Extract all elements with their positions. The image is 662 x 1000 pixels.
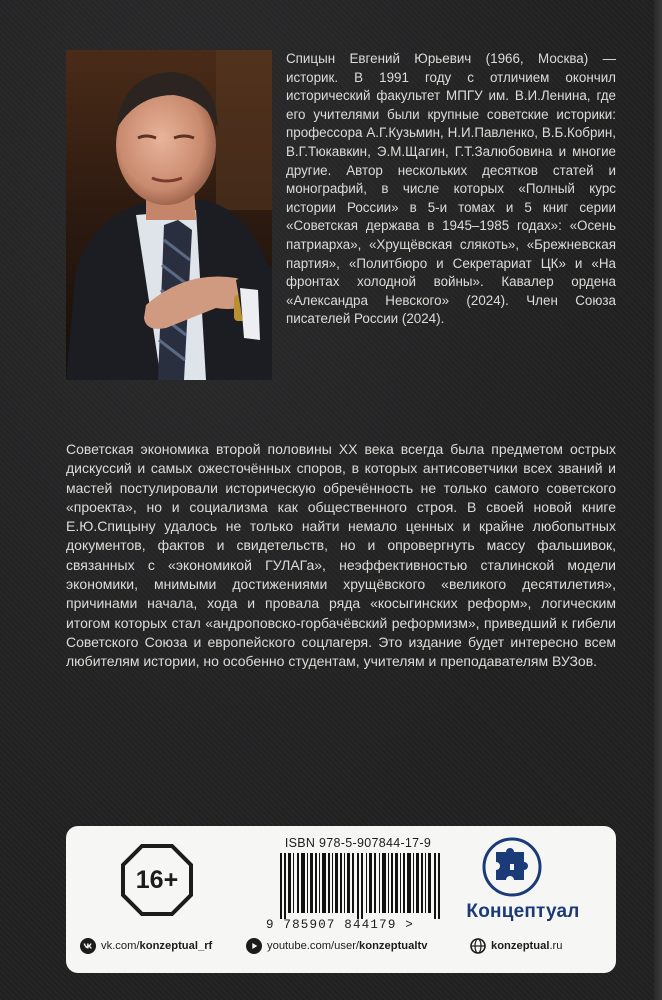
- author-bio: Спицын Евгений Юрьевич (1966, Москва) — историк. В 1991 году с отличием окончил исторический факультет МПГУ им. В.И.Ленина, где его учителями были крупные советские историки: профессора А.Г.Кузьмин, Н.И.Павленко, В.Б.Кобрин, В.Г.Тюкавкин, Э.М.Щагин, Г.Т.Залюбовина и многие другие. Автор нескольких десятков статей и монографий, в числе которых «Полный курс истории России» в 5-и томах и 5 книг серии «Советская держава в 1945–1985 годах»: «Осень патриарха», «Хрущёвская слякоть», «Брежневская партия», «Политбюро и Секретариат ЦК» и «На фронтах холодной войны». Кавалер ордена «Александра Невского» (2024). Член Союза писателей России (2024).: [286, 51, 616, 327]
- youtube-link-handle: konzeptualtv: [359, 940, 428, 952]
- barcode-digits: 9 785907 844179 >: [266, 918, 414, 932]
- spine-edge: [654, 0, 662, 1000]
- website-link-domain: konzeptual: [491, 940, 550, 952]
- youtube-icon: [246, 938, 262, 954]
- puzzle-globe-logo-icon: [474, 834, 550, 900]
- globe-icon: [470, 938, 486, 954]
- vk-icon: [80, 938, 96, 954]
- barcode: [280, 853, 440, 919]
- vk-link-handle: konzeptual_rf: [139, 940, 213, 952]
- website-link-suffix: .ru: [549, 940, 563, 952]
- publisher-name: Концептуал: [466, 901, 580, 922]
- age-rating-badge: [120, 843, 194, 917]
- youtube-link-prefix: youtube.com/user/: [267, 940, 360, 952]
- book-annotation: Советская экономика второй половины XX века всегда была предметом острых дискуссий и самых ожесточённых споров, в которых антисоветчики всех званий и мастей постулировали историческую обречённость не только самого советского «проекта», но и социализма как общественного строя. В своей новой книге Е.Ю.Спицыну удалось не только найти немало ценных и крайне любопытных документов, фактов и свидетельств, но и опровергнуть массу фальшивок, связанных с «экономикой ГУЛАГа», неэффективностью сталинской модели экономики, мнимыми достижениями хрущёвского «великого десятилетия», причинами начала, хода и провала ряда «косыгинских реформ», логическим итогом которых стал «андроповско-горбачёвский реформизм», приведший к гибели Советского Союза и европейского соцлагеря. Это издание будет интересно всем любителям истории, но особенно студентам, учителям и преподавателям ВУЗов.: [66, 441, 616, 670]
- info-panel: [66, 826, 616, 973]
- youtube-link[interactable]: [246, 936, 427, 956]
- author-photo: [66, 50, 272, 380]
- age-rating-text: 16+: [135, 865, 179, 894]
- website-link[interactable]: [470, 936, 563, 956]
- vk-link-prefix: vk.com/: [101, 940, 140, 952]
- isbn: ISBN 978-5-907844-17-9: [284, 836, 432, 850]
- vk-link[interactable]: [80, 936, 212, 956]
